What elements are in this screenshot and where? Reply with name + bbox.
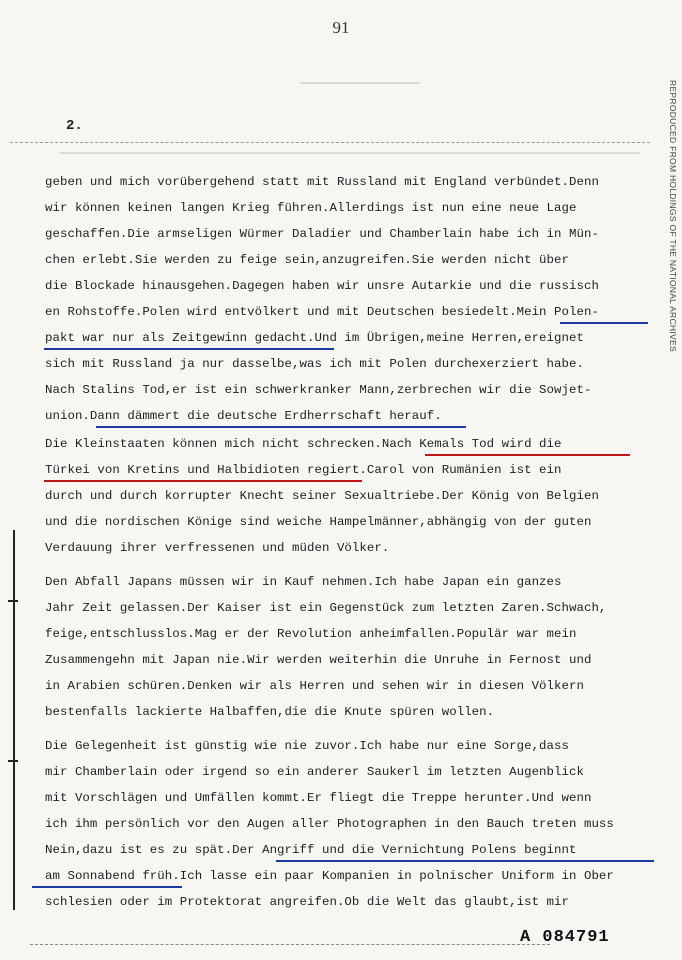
text-line: mit Vorschlägen und Umfällen kommt.Er fliegt die Treppe herunter.Und wenn — [45, 791, 592, 805]
text-line: Zusammengehn mit Japan nie.Wir werden weiterhin die Unruhe in Fernost und — [45, 653, 592, 667]
faded-line — [300, 82, 420, 84]
text-line: durch und durch korrupter Knecht seiner Sexualtriebe.Der König von Belgien — [45, 489, 599, 503]
text-line: geschaffen.Die armseligen Würmer Daladier und Chamberlain habe ich in Mün- — [45, 227, 599, 241]
text-line: Verdauung ihrer verfressenen und müden Völker. — [45, 541, 390, 555]
text-line: geben und mich vorübergehend statt mit Russland mit England verbündet.Denn — [45, 175, 599, 189]
blue-underline — [96, 426, 466, 428]
text-line: am Sonnabend früh.Ich lasse ein paar Kompanien in polnischer Uniform in Ober — [45, 869, 614, 883]
text-line: die Blockade hinausgehen.Dagegen haben wir unsre Autarkie und die russisch — [45, 279, 599, 293]
left-margin-mark — [13, 530, 15, 910]
text-line: Türkei von Kretins und Halbidioten regiert.Carol von Rumänien ist ein — [45, 463, 562, 477]
text-line: chen erlebt.Sie werden zu feige sein,anzugreifen.Sie werden nicht über — [45, 253, 569, 267]
text-line: pakt war nur als Zeitgewinn gedacht.Und im Übrigen,meine Herren,ereignet — [45, 331, 584, 345]
faded-line — [60, 152, 640, 154]
text-line: schlesien oder im Protektorat angreifen.Ob die Welt das glaubt,ist mir — [45, 895, 569, 909]
text-line: bestenfalls lackierte Halbaffen,die die Knute spüren wollen. — [45, 705, 495, 719]
top-rule — [10, 142, 650, 143]
page-number: 91 — [332, 18, 350, 37]
text-line: en Rohstoffe.Polen wird entvölkert und mit Deutschen besiedelt.Mein Polen- — [45, 305, 599, 319]
text-line: Die Kleinstaaten können mich nicht schrecken.Nach Kemals Tod wird die — [45, 437, 562, 451]
blue-underline — [560, 322, 648, 324]
red-underline — [44, 480, 362, 482]
blue-underline — [32, 886, 182, 888]
text-line: feige,entschlusslos.Mag er der Revolution anheimfallen.Populär war mein — [45, 627, 577, 641]
text-line: Nach Stalins Tod,er ist ein schwerkranker Mann,zerbrechen wir die Sowjet- — [45, 383, 592, 397]
text-line: wir können keinen langen Krieg führen.Allerdings ist nun eine neue Lage — [45, 201, 577, 215]
archive-stamp: REPRODUCED FROM HOLDINGS OF THE NATIONAL ARCHIVES — [668, 80, 678, 352]
text-line: Die Gelegenheit ist günstig wie nie zuvor.Ich habe nur eine Sorge,dass — [45, 739, 569, 753]
left-margin-tick — [8, 600, 18, 602]
text-line: ich ihm persönlich vor den Augen aller Photographen in den Bauch treten muss — [45, 817, 614, 831]
text-line: in Arabien schüren.Denken wir als Herren und sehen wir in diesen Völkern — [45, 679, 584, 693]
section-number: 2. — [66, 118, 83, 134]
blue-underline — [44, 348, 334, 350]
text-line: sich mit Russland ja nur dasselbe,was ich mit Polen durchexerziert habe. — [45, 357, 584, 371]
bottom-rule — [30, 944, 550, 945]
red-underline — [425, 454, 630, 456]
text-line: Den Abfall Japans müssen wir in Kauf nehmen.Ich habe Japan ein ganzes — [45, 575, 562, 589]
text-line: und die nordischen Könige sind weiche Hampelmänner,abhängig von der guten — [45, 515, 592, 529]
text-line: mir Chamberlain oder irgend so ein anderer Saukerl im letzten Augenblick — [45, 765, 584, 779]
text-line: Nein,dazu ist es zu spät.Der Angriff und die Vernichtung Polens beginnt — [45, 843, 577, 857]
archive-number: A 084791 — [520, 928, 610, 947]
blue-underline — [276, 860, 654, 862]
left-margin-tick — [8, 760, 18, 762]
text-line: union.Dann dämmert die deutsche Erdherrschaft herauf. — [45, 409, 442, 423]
text-line: Jahr Zeit gelassen.Der Kaiser ist ein Gegenstück zum letzten Zaren.Schwach, — [45, 601, 607, 615]
